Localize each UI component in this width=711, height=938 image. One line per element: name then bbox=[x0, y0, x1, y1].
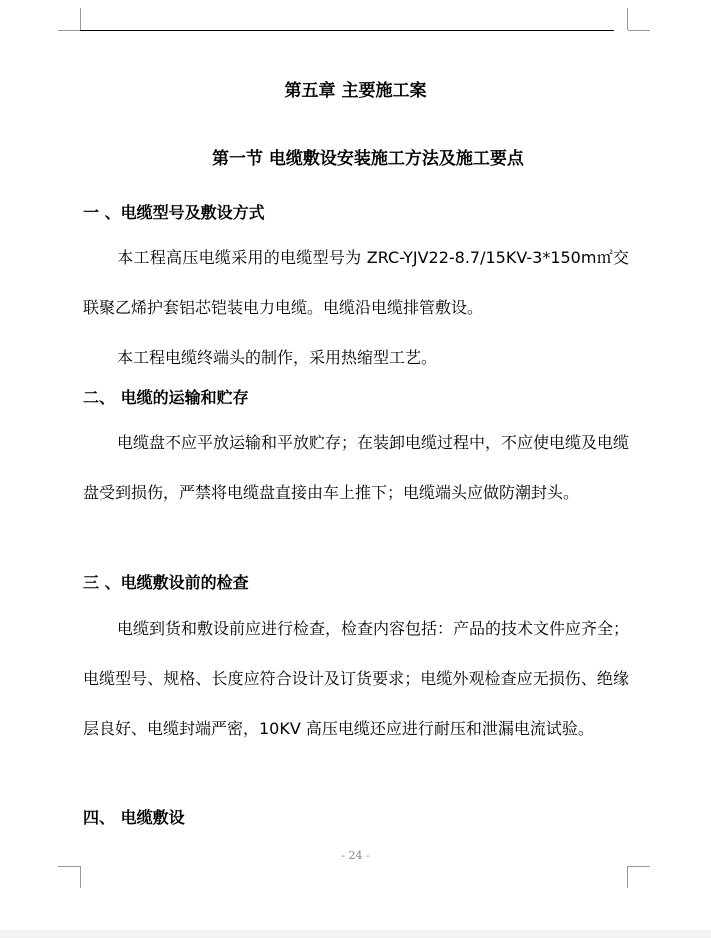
chapter-title: 第五章 主要施工案 bbox=[284, 81, 427, 101]
paragraph-text: 电缆到货和敷设前应进行检查，检查内容包括：产品的技术文件应齐全；电缆型号、规格、长度应符合设计及订货要求；电缆外观检查应无损伤、绝缘层良好、电缆封端严密，10KV 高压电缆还应进行耐压和泄漏电流试验。 bbox=[83, 619, 630, 738]
page-number: - 24 - bbox=[341, 849, 370, 862]
paragraph-cable-terminal bbox=[83, 333, 629, 383]
crop-mark-bottom-left-vertical bbox=[80, 866, 81, 888]
section-heading-2: 二、 电缆的运输和贮存 bbox=[83, 388, 249, 407]
paragraph-cable-model bbox=[83, 233, 629, 333]
crop-mark-top-left-horizontal bbox=[58, 30, 80, 31]
paragraph-transport-storage bbox=[83, 418, 629, 518]
paragraph-pre-laying-check bbox=[83, 604, 629, 754]
section-heading-3: 三 、电缆敷设前的检查 bbox=[83, 573, 249, 592]
crop-mark-top-right-horizontal bbox=[628, 30, 650, 31]
crop-mark-top-right-vertical bbox=[627, 8, 628, 30]
section-title: 第一节 电缆敷设安装施工方法及施工要点 bbox=[212, 149, 524, 169]
paragraph-text: 电缆盘不应平放运输和平放贮存；在装卸电缆过程中，不应使电缆及电缆盘受到损伤，严禁将电缆盘直接由车上推下；电缆端头应做防潮封头。 bbox=[83, 433, 630, 502]
paragraph-text: 本工程高压电缆采用的电缆型号为 ZRC-YJV22-8.7/15KV-3*150m㎡交联聚乙烯护套铝芯铠装电力电缆。电缆沿电缆排管敷设。 bbox=[83, 248, 629, 317]
section-heading-4: 四、 电缆敷设 bbox=[83, 808, 185, 827]
section-heading-1: 一 、电缆型号及敷设方式 bbox=[83, 203, 265, 222]
crop-mark-bottom-right-vertical bbox=[627, 866, 628, 888]
crop-mark-bottom-left-horizontal bbox=[58, 866, 80, 867]
page-bottom-edge bbox=[0, 930, 711, 938]
header-rule bbox=[80, 30, 614, 31]
crop-mark-top-left-vertical bbox=[80, 8, 81, 30]
crop-mark-bottom-right-horizontal bbox=[628, 866, 650, 867]
paragraph-text: 本工程电缆终端头的制作，采用热缩型工艺。 bbox=[117, 348, 438, 367]
